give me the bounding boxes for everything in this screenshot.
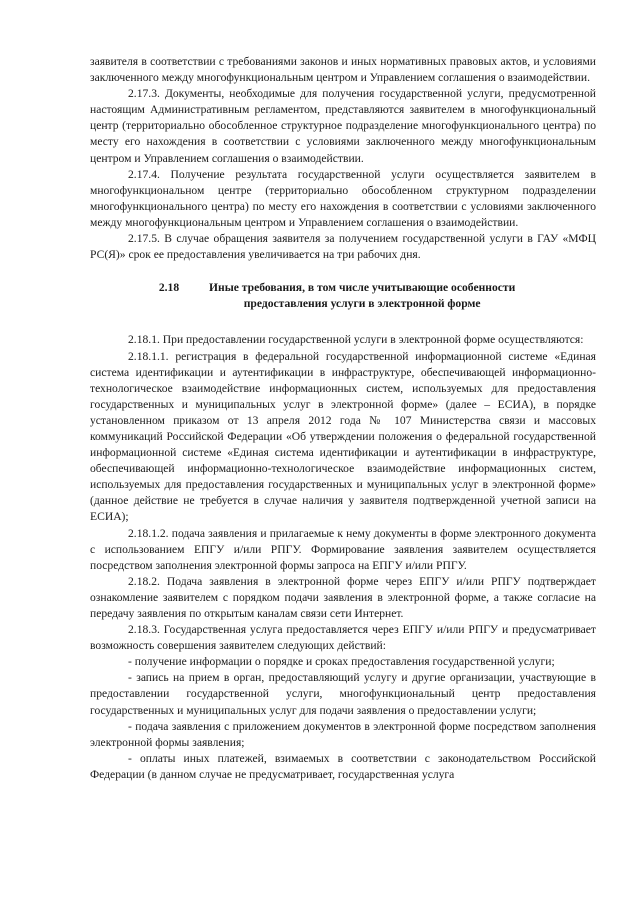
paragraph-2-17-4: 2.17.4. Получение результата государственной услуги осуществляется заявителем в многофункциональном центре (территориально обособленном структурном подразделении многофункционального центра) по месту его нахождения в соответствии с условиями заключенного между многофункциональным центром и Управлением соглашения о взаимодействии. — [90, 167, 596, 229]
paragraph-2-18-1-2: 2.18.1.2. подача заявления и прилагаемые к нему документы в форме электронного документа с использованием ЕПГУ и/или РПГУ. Формирование заявления заявителем осуществляется посредством заполнения электронной формы запроса на ЕПГУ и/или РПГУ. — [90, 526, 596, 572]
list-item-information: - получение информации о порядке и сроках предоставления государственной услуги; — [128, 655, 555, 669]
paragraph-2-18-2: 2.18.2. Подача заявления в электронной форме через ЕПГУ и/или РПГУ подтверждает ознакомление заявителем с порядком подачи заявления в электронной форме, а также согласие на передачу заявления по открытым каналам связи сети Интернет. — [90, 574, 596, 620]
section-number: 2.18 — [158, 281, 180, 295]
list-item-application: - подача заявления с приложением документов в электронной форме посредством заполнения электронной формы заявления; — [90, 719, 596, 749]
paragraph-2-18-3: 2.18.3. Государственная услуга предоставляется через ЕПГУ и/или РПГУ и предусматривает возможность совершения заявителем следующих действий: — [90, 623, 596, 653]
paragraph-continuation: заявителя в соответствии с требованиями законов и иных нормативных правовых актов, и условиями заключенного между многофункциональным центром и Управлением соглашения о взаимодействии. — [90, 55, 596, 85]
section-title: Иные требования, в том числе учитывающие особенности предоставления услуги в электронной форме — [209, 281, 516, 311]
paragraph-2-17-5: 2.17.5. В случае обращения заявителя за получением государственной услуги в ГАУ «МФЦ РС(Я)» срок ее предоставления увеличивается на три рабочих дня. — [90, 232, 596, 262]
document-page — [90, 54, 596, 783]
paragraph-2-18-1: 2.18.1. При предоставлении государственной услуги в электронной форме осуществляются: — [128, 333, 584, 347]
section-heading — [90, 280, 596, 312]
list-item-appointment: - запись на прием в орган, предоставляющий услугу и другие организации, участвующие в предоставлении государственной услуги, многофункциональный центр предоставления государственных и муниципальных услуг для подачи заявления о предоставлении услуги; — [90, 671, 596, 717]
paragraph-2-17-3: 2.17.3. Документы, необходимые для получения государственной услуги, предусмотренной настоящим Административным регламентом, представляются заявителем в многофункциональный центр (территориально обособленное структурное подразделение многофункционального центра) по месту его нахождения в соответствии с условиями заключенного между многофункциональным центром и Управлением соглашения о взаимодействии. — [90, 87, 596, 165]
list-item-payments: - оплаты иных платежей, взимаемых в соответствии с законодательством Российской Федерации (в данном случае не предусматривает, государственная услуга — [90, 751, 596, 781]
paragraph-2-18-1-1: 2.18.1.1. регистрация в федеральной государственной информационной системе «Единая система идентификации и аутентификации в инфраструктуре, обеспечивающей информационно-технологическое взаимодействие информационных систем, используемых для предоставления государственных и муниципальных услуг в электронной форме» (далее – ЕСИА), в порядке установленном приказом от 13 апреля 2012 года № 107 Министерства связи и массовых коммуникаций Российской Федерации «Об утверждении положения о федеральной государственной информационной системе «Единая система идентификации и аутентификации в инфраструктуре, обеспечивающей информационно-технологическое взаимодействие информационных систем, используемых для предоставления государственных и муниципальных услуг в электронной форме» (данное действие не требуется в случае наличия у заявителя подтвержденной учетной записи на ЕСИА); — [90, 349, 596, 524]
